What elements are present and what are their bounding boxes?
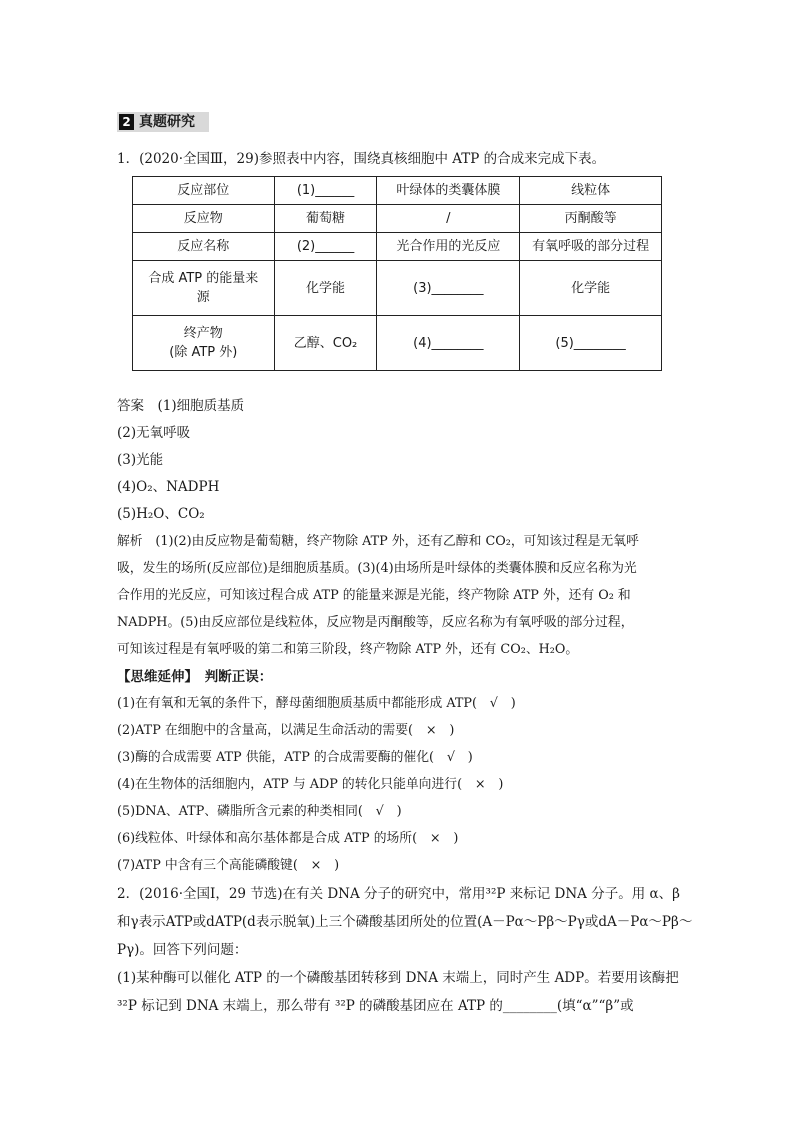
table-row — [133, 205, 662, 233]
section-title: 真题研究 — [139, 114, 195, 130]
judgement-item — [117, 721, 454, 741]
extension-heading: 【思维延伸】 判断正误： — [117, 669, 273, 685]
judgement-text: (6)线粒体、叶绿体和高尔基体都是合成 ATP 的场所( — [117, 831, 430, 846]
question-2-line: Pγ)。回答下列问题： — [117, 942, 248, 958]
judgement-text: (7)ATP 中含有三个高能磷酸键( — [117, 858, 311, 873]
table-cell: / — [377, 205, 520, 233]
judgement-text: (4)在生物体的活细胞内，ATP 与 ADP 的转化只能单向进行( — [117, 777, 475, 792]
cross-mark: × — [425, 723, 437, 738]
judgement-close: ) — [485, 777, 504, 792]
check-mark: √ — [489, 696, 498, 711]
question-2-line: 2．(2016·全国Ⅰ，29 节选)在有关 DNA 分子的研究中，常用³²P 来标记 DNA 分子。用 α、β — [117, 886, 680, 902]
cross-mark: × — [429, 831, 441, 846]
analysis-line: 吸，发生的场所(反应部位)是细胞质基质。(3)(4)由场所是叶绿体的类囊体膜和反应名称为光 — [117, 561, 637, 576]
question-2-line: 和γ表示ATP或dATP(d表示脱氧)上三个磷酸基团所处的位置(A－Pα～Pβ～Pγ或dA－Pα～Pβ～ — [117, 914, 693, 930]
judgement-close: ) — [497, 696, 516, 711]
analysis-line: 解析 (1)(2)由反应物是葡萄糖，终产物除 ATP 外，还有乙醇和 CO₂，可知该过程是无氧呼 — [117, 534, 639, 549]
table-row — [133, 233, 662, 261]
question-2-line: (1)某种酶可以催化 ATP 的一个磷酸基团转移到 DNA 末端上，同时产生 ADP。若要用该酶把 — [117, 970, 679, 986]
table-cell: (3)________ — [377, 261, 520, 316]
judgement-item — [117, 748, 473, 768]
table-cell: 叶绿体的类囊体膜 — [377, 177, 520, 205]
table-cell: 光合作用的光反应 — [377, 233, 520, 261]
table-cell — [133, 261, 275, 316]
judgement-text: (2)ATP 在细胞中的含量高，以满足生命活动的需要( — [117, 723, 426, 738]
table-cell: (2)______ — [274, 233, 377, 261]
judgement-item — [117, 775, 503, 795]
table-cell: 反应名称 — [133, 233, 275, 261]
table-cell: (1)______ — [274, 177, 377, 205]
table-cell: 丙酮酸等 — [520, 205, 662, 233]
judgement-close: ) — [455, 750, 473, 765]
table-cell: 化学能 — [520, 261, 662, 316]
judgement-item — [117, 829, 458, 849]
answer-line: (4)O₂、NADPH — [117, 479, 220, 495]
answer-line: 答案 (1)细胞质基质 — [117, 398, 245, 414]
table-cell: 线粒体 — [520, 177, 662, 205]
judgement-close: ) — [383, 804, 402, 819]
answer-line: (5)H₂O、CO₂ — [117, 506, 205, 522]
cell-line: 源 — [196, 290, 210, 305]
answer-line: (3)光能 — [117, 452, 164, 468]
table-cell: 葡萄糖 — [274, 205, 377, 233]
table-cell: (4)________ — [377, 316, 520, 371]
analysis-line: 可知该过程是有氧呼吸的第二和第三阶段，终产物除 ATP 外，还有 CO₂、H₂O。 — [117, 642, 579, 657]
table-cell: 乙醇、CO₂ — [274, 316, 377, 371]
table-cell: 反应物 — [133, 205, 275, 233]
table-cell: (5)________ — [520, 316, 662, 371]
judgement-close: ) — [440, 831, 459, 846]
check-mark: √ — [375, 804, 384, 819]
judgement-text: (3)酶的合成需要 ATP 供能，ATP 的合成需要酶的催化( — [117, 750, 447, 765]
judgement-text: (5)DNA、ATP、磷脂所含元素的种类相同( — [117, 804, 376, 819]
table-row — [133, 261, 662, 316]
judgement-close: ) — [436, 723, 455, 738]
table-row — [133, 316, 662, 371]
judgement-close: ) — [321, 858, 340, 873]
table-cell: 有氧呼吸的部分过程 — [520, 233, 662, 261]
cell-line: 终产物 — [183, 326, 223, 341]
judgement-text: (1)在有氧和无氧的条件下，酵母菌细胞质基质中都能形成 ATP( — [117, 696, 490, 711]
cross-mark: × — [310, 858, 322, 873]
table-cell — [133, 316, 275, 371]
answer-line: (2)无氧呼吸 — [117, 425, 191, 441]
cell-line: (除 ATP 外) — [169, 345, 238, 360]
judgement-item — [117, 694, 516, 714]
analysis-line: NADPH。(5)由反应部位是线粒体，反应物是丙酮酸等，反应名称为有氧呼吸的部分过程， — [117, 615, 634, 630]
section-header — [117, 112, 209, 132]
atp-table — [132, 176, 662, 371]
judgement-item — [117, 856, 339, 876]
cell-line: 合成 ATP 的能量来 — [148, 271, 259, 286]
table-row — [133, 177, 662, 205]
section-number: 2 — [119, 114, 134, 130]
check-mark: √ — [446, 750, 455, 765]
question-2-line: ³²P 标记到 DNA 末端上，那么带有 ³²P 的磷酸基团应在 ATP 的________(填“α”“β”或 — [117, 998, 634, 1014]
judgement-item — [117, 802, 402, 822]
analysis-line: 合作用的光反应，可知该过程合成 ATP 的能量来源是光能，终产物除 ATP 外，还有 O₂ 和 — [117, 588, 631, 603]
table-cell: 化学能 — [274, 261, 377, 316]
table-cell: 反应部位 — [133, 177, 275, 205]
question-1-stem: 1．(2020·全国Ⅲ，29)参照表中内容，围绕真核细胞中 ATP 的合成来完成下表。 — [117, 151, 606, 167]
cross-mark: × — [474, 777, 486, 792]
